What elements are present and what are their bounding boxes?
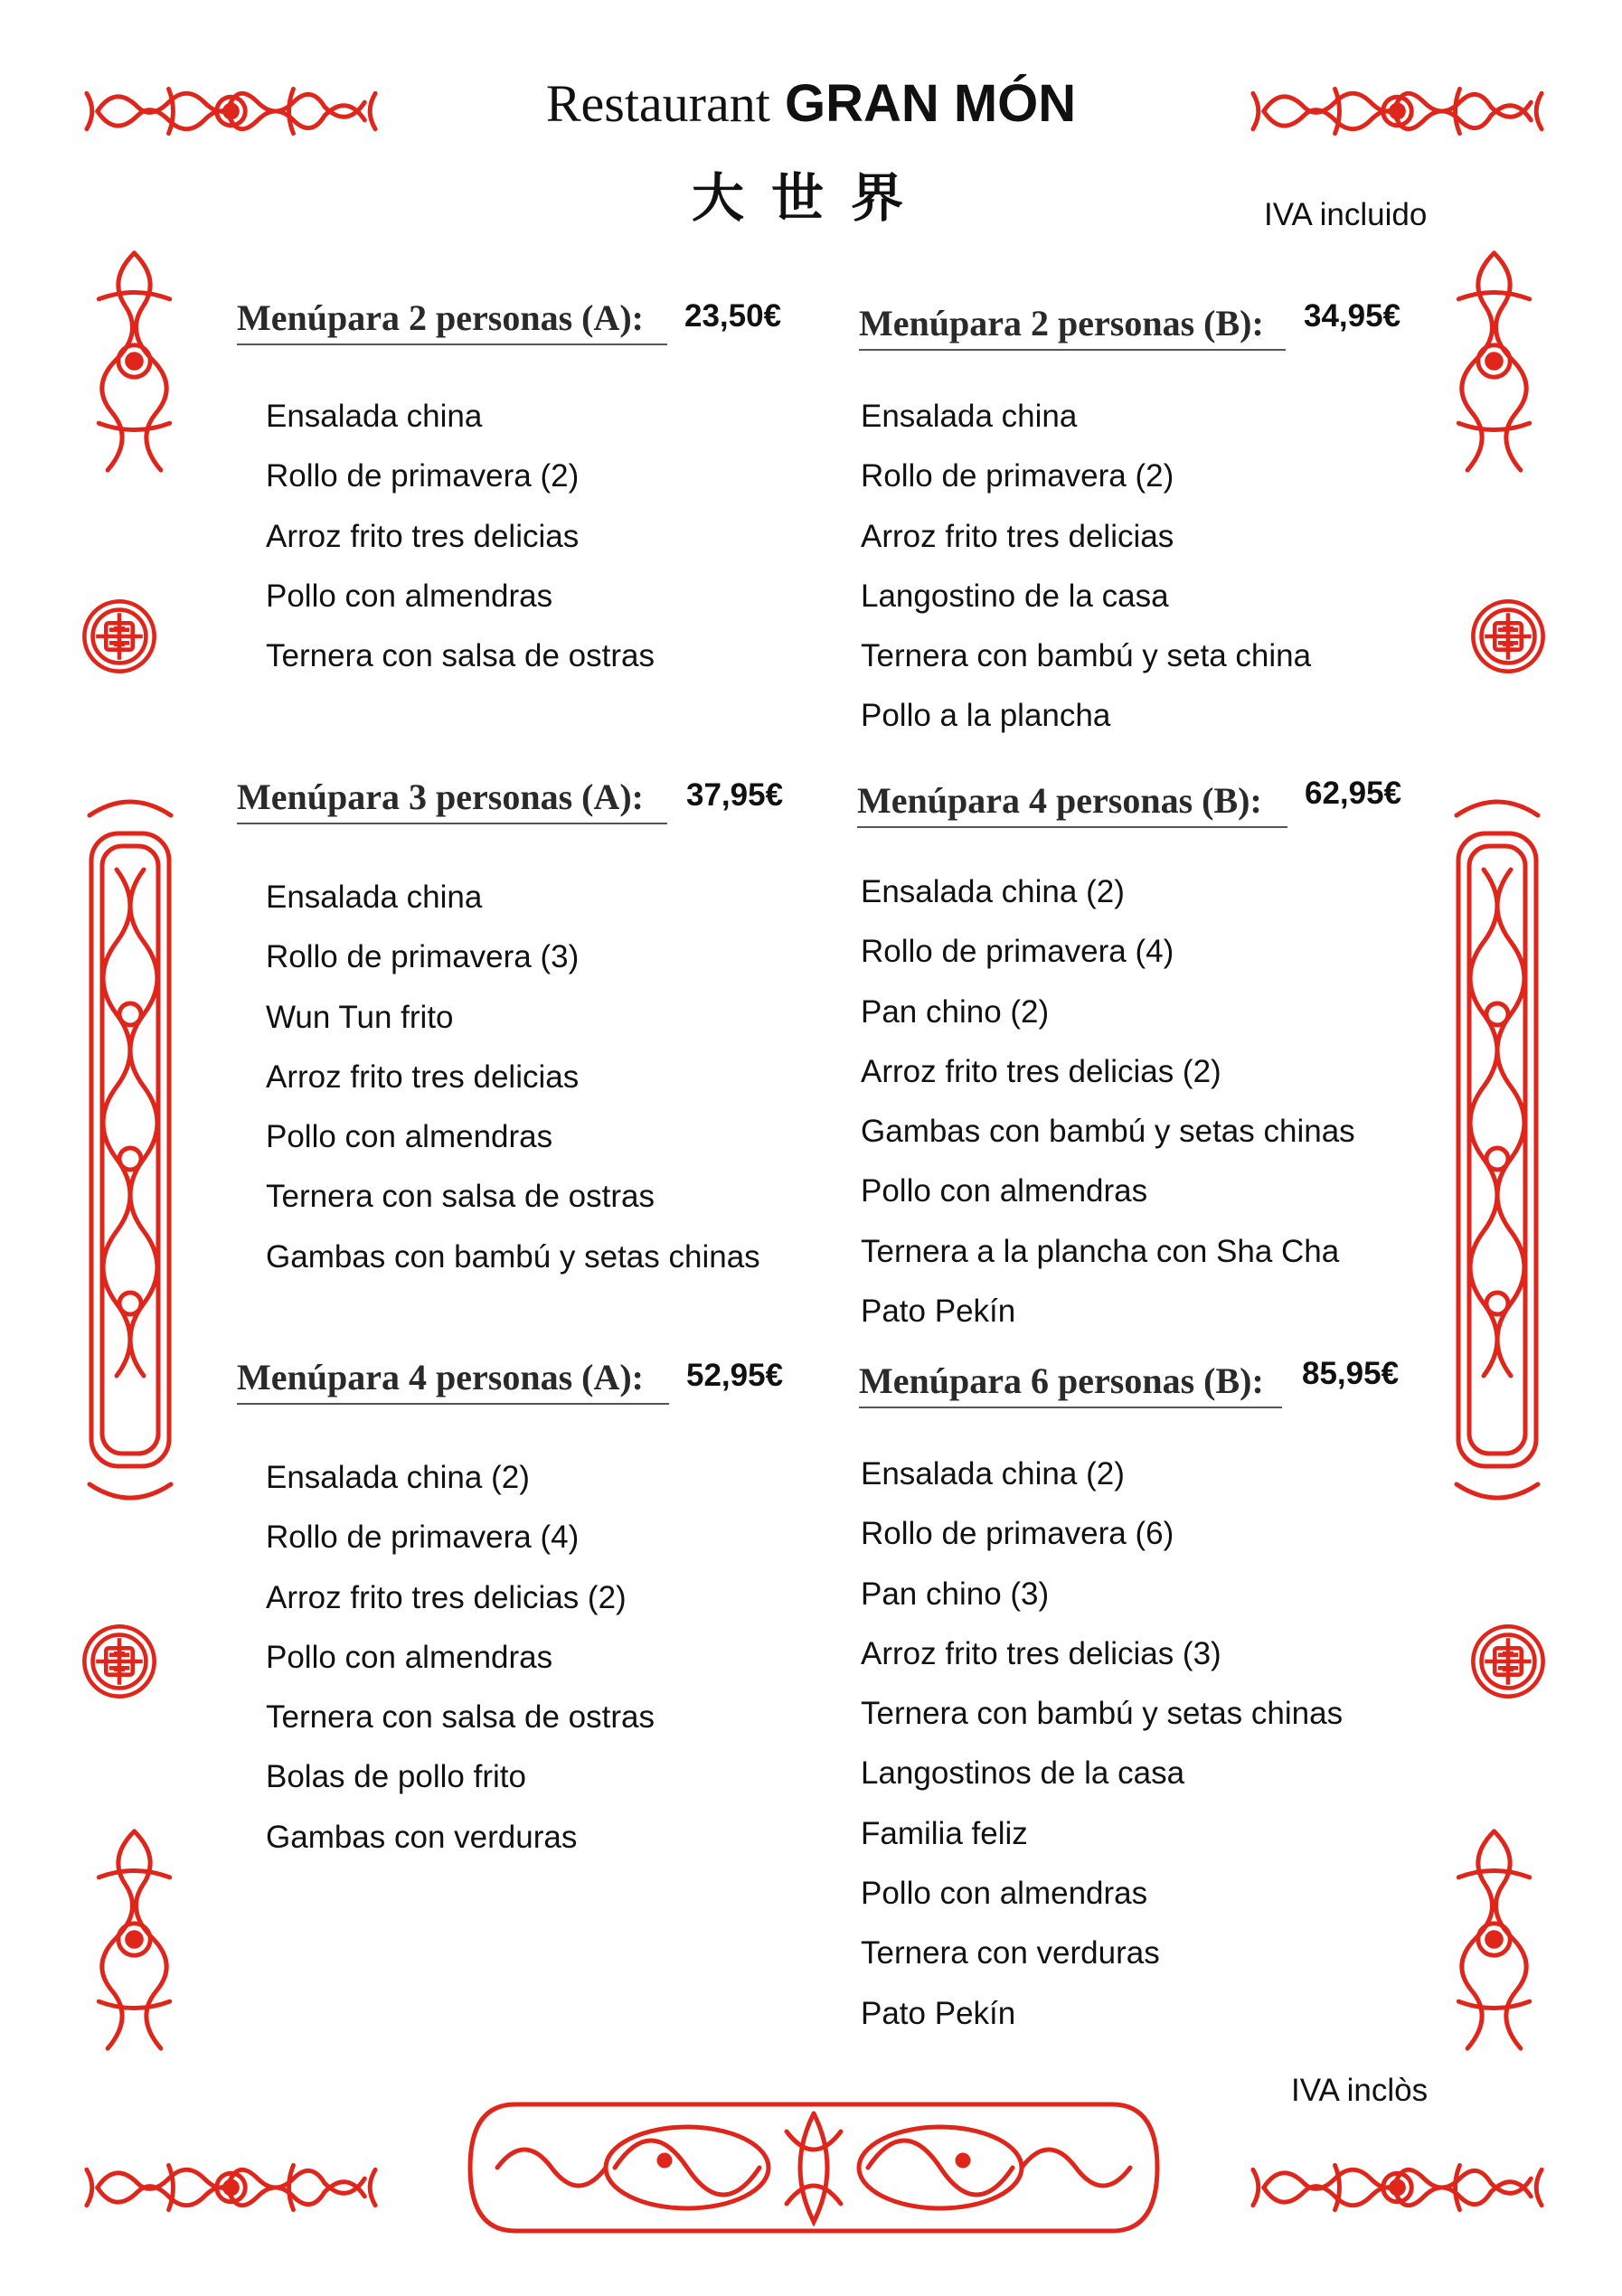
menu-price: 62,95€ (1305, 776, 1402, 811)
side-ornament-right-bottom (1438, 1824, 1551, 2055)
menu-item: Wun Tun frito (266, 999, 454, 1035)
menu-items (861, 1444, 1343, 2044)
menu-title: Menúpara 3 personas (A): (237, 776, 644, 817)
menu-item: Pato Pekín (861, 1294, 1016, 1330)
side-ornament-left-top (78, 246, 191, 476)
menu-items (266, 387, 655, 686)
bottom-fish-ornament (461, 2077, 1166, 2258)
menu-title-underline (859, 349, 1286, 351)
menu-item: Arroz frito tres delicias (3) (861, 1635, 1221, 1671)
menu-title-underline (237, 1403, 669, 1405)
menu-item: Ensalada china (266, 399, 483, 434)
menu-price: 52,95€ (686, 1358, 784, 1393)
menu-item: Ternera con bambú y seta china (861, 638, 1312, 674)
title-name: GRAN MÓN (784, 74, 1077, 133)
menu-item: Arroz frito tres delicias (2) (266, 1579, 627, 1615)
menu-item: Langostinos de la casa (861, 1755, 1185, 1792)
menu-item: Rollo de primavera (6) (861, 1516, 1174, 1552)
menu-item: Gambas con bambú y setas chinas (266, 1238, 760, 1275)
side-ornament-left-bottom (78, 1824, 191, 2055)
menu-price: 85,95€ (1302, 1356, 1400, 1391)
menu-title-underline (859, 1407, 1282, 1408)
menu-title: Menúpara 4 personas (B): (857, 780, 1262, 821)
menu-price: 23,50€ (684, 298, 782, 334)
menu-item: Ensalada china (861, 399, 1078, 434)
iva-note-bottom: IVA inclòs (1291, 2073, 1429, 2108)
round-medallion-icon-right-top (1466, 595, 1550, 678)
page-title (0, 72, 1622, 136)
menu-item: Pollo con almendras (266, 1639, 553, 1675)
menu-price: 34,95€ (1304, 298, 1401, 334)
menu-title: Menúpara 2 personas (A): (237, 297, 644, 338)
menu-item: Ensalada china (2) (861, 1456, 1125, 1491)
corner-ornament-bottom-left (80, 2147, 382, 2228)
menu-title-underline (237, 343, 667, 345)
menu-item: Pollo con almendras (266, 578, 553, 614)
menu-items (861, 862, 1355, 1341)
panel-ornament-left (80, 797, 181, 1502)
side-ornament-right-top (1438, 246, 1551, 476)
menu-item: Rollo de primavera (2) (266, 458, 580, 494)
menu-title: Menúpara 2 personas (B): (859, 303, 1264, 343)
menu-item: Familia feliz (861, 1815, 1028, 1851)
menu-item: Rollo de primavera (2) (861, 458, 1174, 494)
menu-items (266, 1448, 655, 1868)
menu-item: Ternera con verduras (861, 1935, 1160, 1971)
menu-item: Arroz frito tres delicias (266, 518, 580, 554)
menu-item: Pollo con almendras (861, 1876, 1148, 1912)
menu-item: Arroz frito tres delicias (266, 1059, 580, 1095)
menu-item: Ensalada china (266, 880, 483, 915)
menu-item: Pollo con almendras (861, 1173, 1148, 1209)
menu-item: Bolas de pollo frito (266, 1759, 526, 1795)
round-medallion-icon-left-bottom (78, 1620, 161, 1703)
menu-item: Arroz frito tres delicias (861, 518, 1174, 554)
menu-item: Pollo con almendras (266, 1119, 553, 1155)
round-medallion-icon-left-top (78, 595, 161, 678)
menu-item: Ternera con salsa de ostras (266, 638, 655, 674)
menu-items (266, 868, 760, 1287)
menu-item: Pollo a la plancha (861, 698, 1111, 734)
panel-ornament-right (1447, 797, 1548, 1502)
menu-title: Menúpara 4 personas (A): (237, 1357, 644, 1397)
menu-item: Pato Pekín (861, 1995, 1016, 2031)
menu-item: Pan chino (2) (861, 993, 1050, 1030)
menu-price: 37,95€ (686, 777, 784, 813)
menu-item: Ternera a la plancha con Sha Cha (861, 1233, 1340, 1269)
menu-item: Ternera con bambú y setas chinas (861, 1696, 1344, 1732)
menu-title: Menúpara 6 personas (B): (859, 1360, 1264, 1401)
menu-item: Ternera con salsa de ostras (266, 1699, 655, 1736)
iva-note-top: IVA incluido (1264, 197, 1428, 232)
menu-item: Arroz frito tres delicias (2) (861, 1053, 1221, 1089)
menu-item: Rollo de primavera (3) (266, 939, 580, 975)
round-medallion-icon-right-bottom (1466, 1620, 1550, 1703)
menu-item: Ternera con salsa de ostras (266, 1179, 655, 1215)
corner-ornament-bottom-right (1246, 2147, 1549, 2228)
menu-item: Ensalada china (2) (266, 1460, 530, 1495)
menu-item: Langostino de la casa (861, 578, 1169, 614)
menu-item: Pan chino (3) (861, 1576, 1050, 1612)
menu-item: Ensalada china (2) (861, 874, 1125, 909)
menu-items (861, 387, 1311, 747)
menu-title-underline (857, 826, 1287, 828)
menu-item: Rollo de primavera (4) (861, 934, 1174, 970)
menu-item: Rollo de primavera (4) (266, 1520, 580, 1556)
menu-title-underline (237, 823, 667, 824)
title-restaurant: Restaurant (545, 74, 770, 133)
chinese-title: 大世界 (691, 167, 930, 229)
menu-item: Gambas con verduras (266, 1819, 578, 1855)
menu-item: Gambas con bambú y setas chinas (861, 1114, 1355, 1150)
